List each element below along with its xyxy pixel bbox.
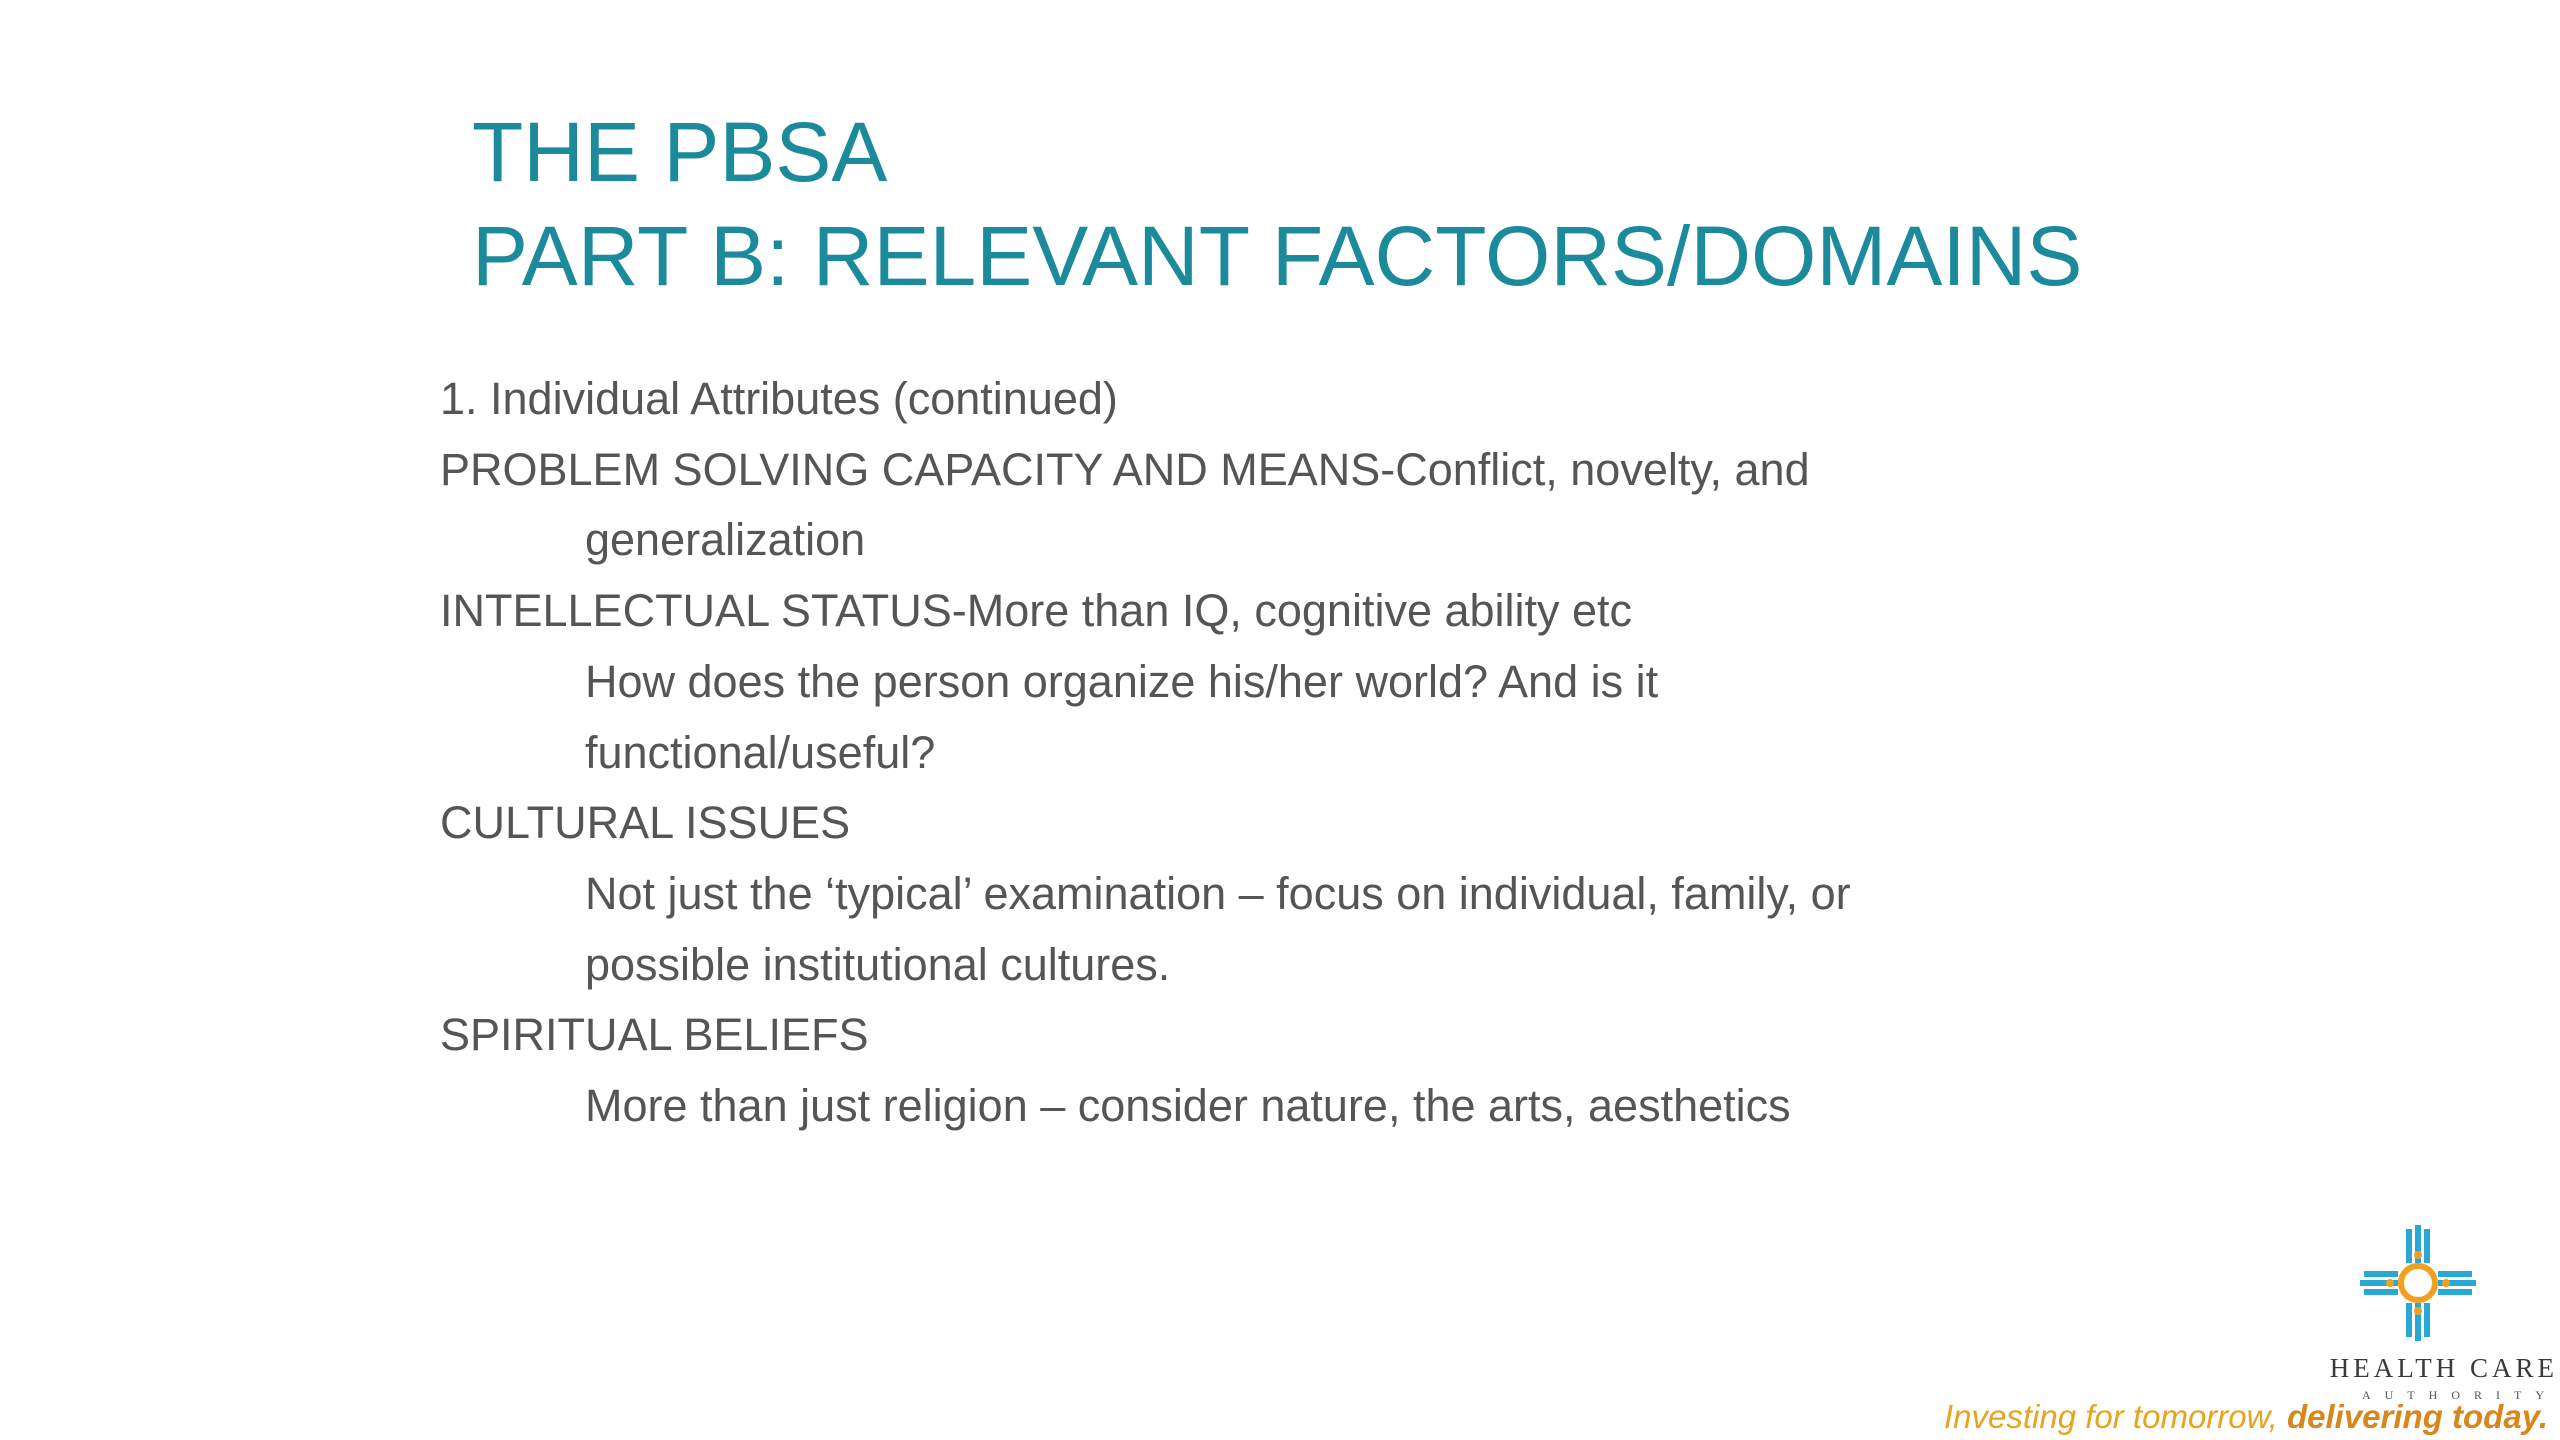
body-line-7: CULTURAL ISSUES [440,797,851,849]
tagline-regular: Investing for tomorrow, [1944,1398,2287,1435]
body-line-10: SPIRITUAL BELIEFS [440,1009,869,1061]
body-line-11: More than just religion – consider nature, the arts, aesthetics [585,1080,1791,1132]
slide-body [440,364,2140,1142]
title-line-2: PART B: RELEVANT FACTORS/DOMAINS [472,209,2083,303]
zia-sun-icon [2360,1225,2476,1341]
title-line-1: THE PBSA [472,105,888,199]
health-care-authority-logo [1944,1225,2558,1440]
body-line-5: How does the person organize his/her world? And is it [585,655,1659,707]
tagline [1944,1398,2548,1436]
body-line-3: generalization [585,514,866,566]
slide-title [472,100,2272,308]
body-line-8: Not just the ‘typical’ examination – focus on individual, family, or [585,867,1851,919]
body-line-9: possible institutional cultures. [585,938,1171,990]
body-line-6: functional/useful? [585,726,936,778]
body-line-4: INTELLECTUAL STATUS-More than IQ, cognitive ability etc [440,585,1633,637]
org-name: HEALTH CARE [2329,1353,2558,1383]
tagline-bold: delivering today. [2286,1398,2548,1435]
org-subtitle: AUTHORITY [2362,1388,2558,1402]
body-line-1: 1. Individual Attributes (continued) [440,373,1118,424]
body-line-2: PROBLEM SOLVING CAPACITY AND MEANS-Conflict, novelty, and [440,443,1810,495]
